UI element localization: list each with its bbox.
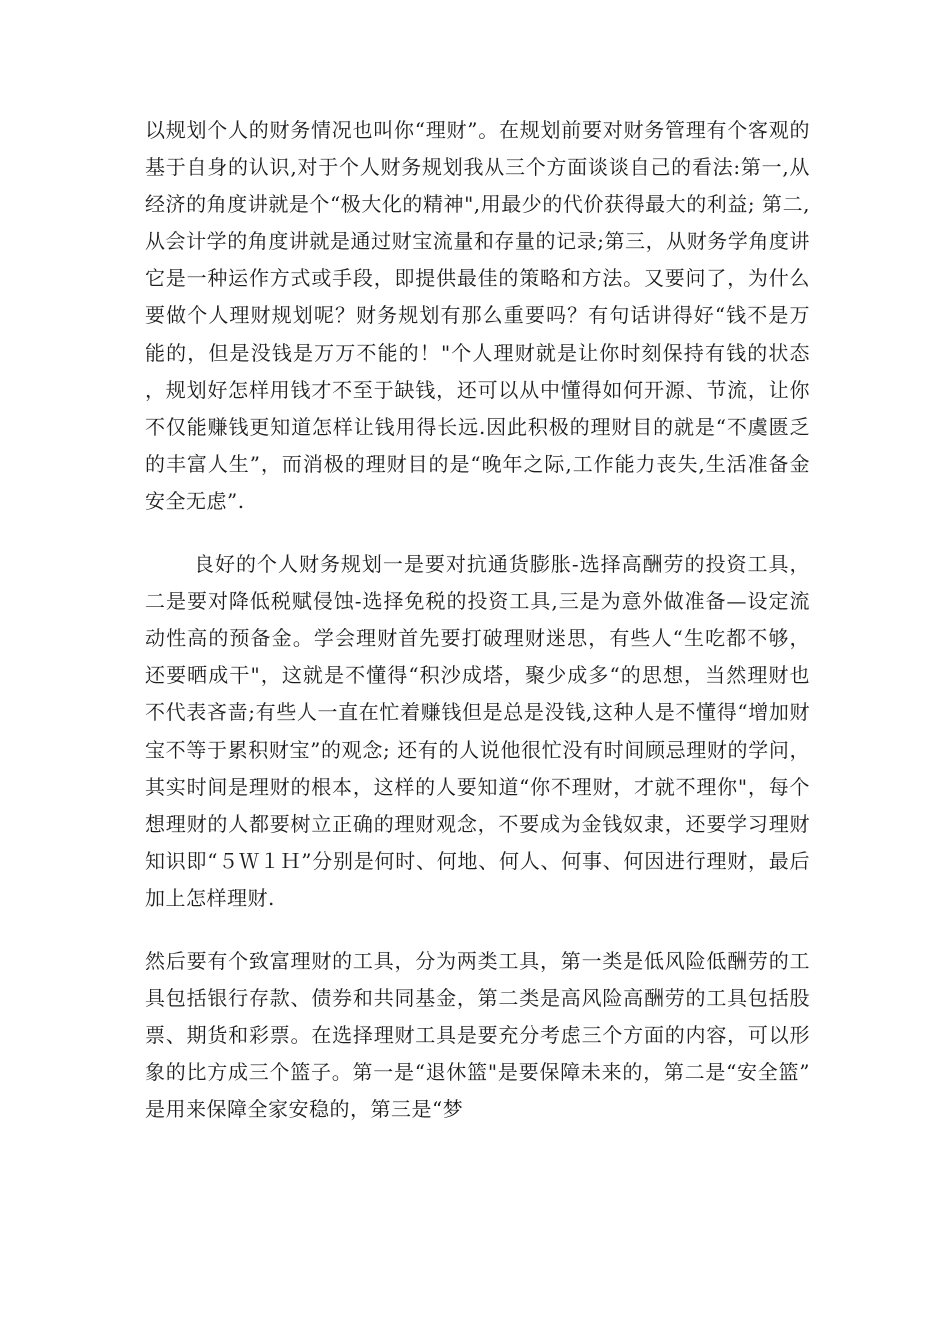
paragraph-1: 以规划个人的财务情况也叫你“理财”。在规划前要对财务管理有个客观的基于自身的认识,对于个人财务规划我从三个方面谈谈自己的看法:第一,从经济的角度讲就是个“极大化的精神",用最少的代价获得最大的利益; 第二,从会计学的角度讲就是通过财宝流量和存量的记录;第三，从财务学角度讲它是一种运作方式或手段，即提供最佳的策略和方法。又要问了，为什么要做个人理财规划呢？财务规划有那么重要吗？有句话讲得好“钱不是万能的，但是没钱是万万不能的！"个人理财就是让你时刻保持有钱的状态，规划好怎样用钱才不至于缺钱，还可以从中懂得如何开源、节流，让你不仅能赚钱更知道怎样让钱用得长远.因此积极的理财目的就是“不虞匮乏的丰富人生”，而消极的理财目的是“晚年之际,工作能力丧失,生活准备金安全无虑”.: [145, 118, 810, 513]
paragraph-3: 然后要有个致富理财的工具，分为两类工具，第一类是低风险低酬劳的工具包括银行存款、债券和共同基金，第二类是高风险高酬劳的工具包括股票、期货和彩票。在选择理财工具是要充分考虑三个方面的内容，可以形象的比方成三个篮子。第一是“退休篮"是要保障未来的，第二是“安全篮”是用来保障全家安稳的，第三是“梦: [145, 948, 810, 1122]
document-body: [145, 112, 810, 1128]
paragraph-2: 良好的个人财务规划一是要对抗通货膨胀-选择高酬劳的投资工具，二是要对降低税赋侵蚀-选择免税的投资工具,三是为意外做准备—设定流动性高的预备金。学会理财首先要打破理财迷思，有些人“生吃都不够，还要晒成干"，这就是不懂得“积沙成塔，聚少成多“的思想，当然理财也不代表吝啬;有些人一直在忙着赚钱但是总是没钱,这种人是不懂得“增加财宝不等于累积财宝”的观念; 还有的人说他很忙没有时间顾忌理财的学问，其实时间是理财的根本，这样的人要知道“你不理财，才就不理你"，每个想理财的人都要树立正确的理财观念，不要成为金钱奴隶，还要学习理财知识即“５Ｗ１Ｈ”分别是何时、何地、何人、何事、何因进行理财，最后加上怎样理财.: [145, 552, 810, 910]
